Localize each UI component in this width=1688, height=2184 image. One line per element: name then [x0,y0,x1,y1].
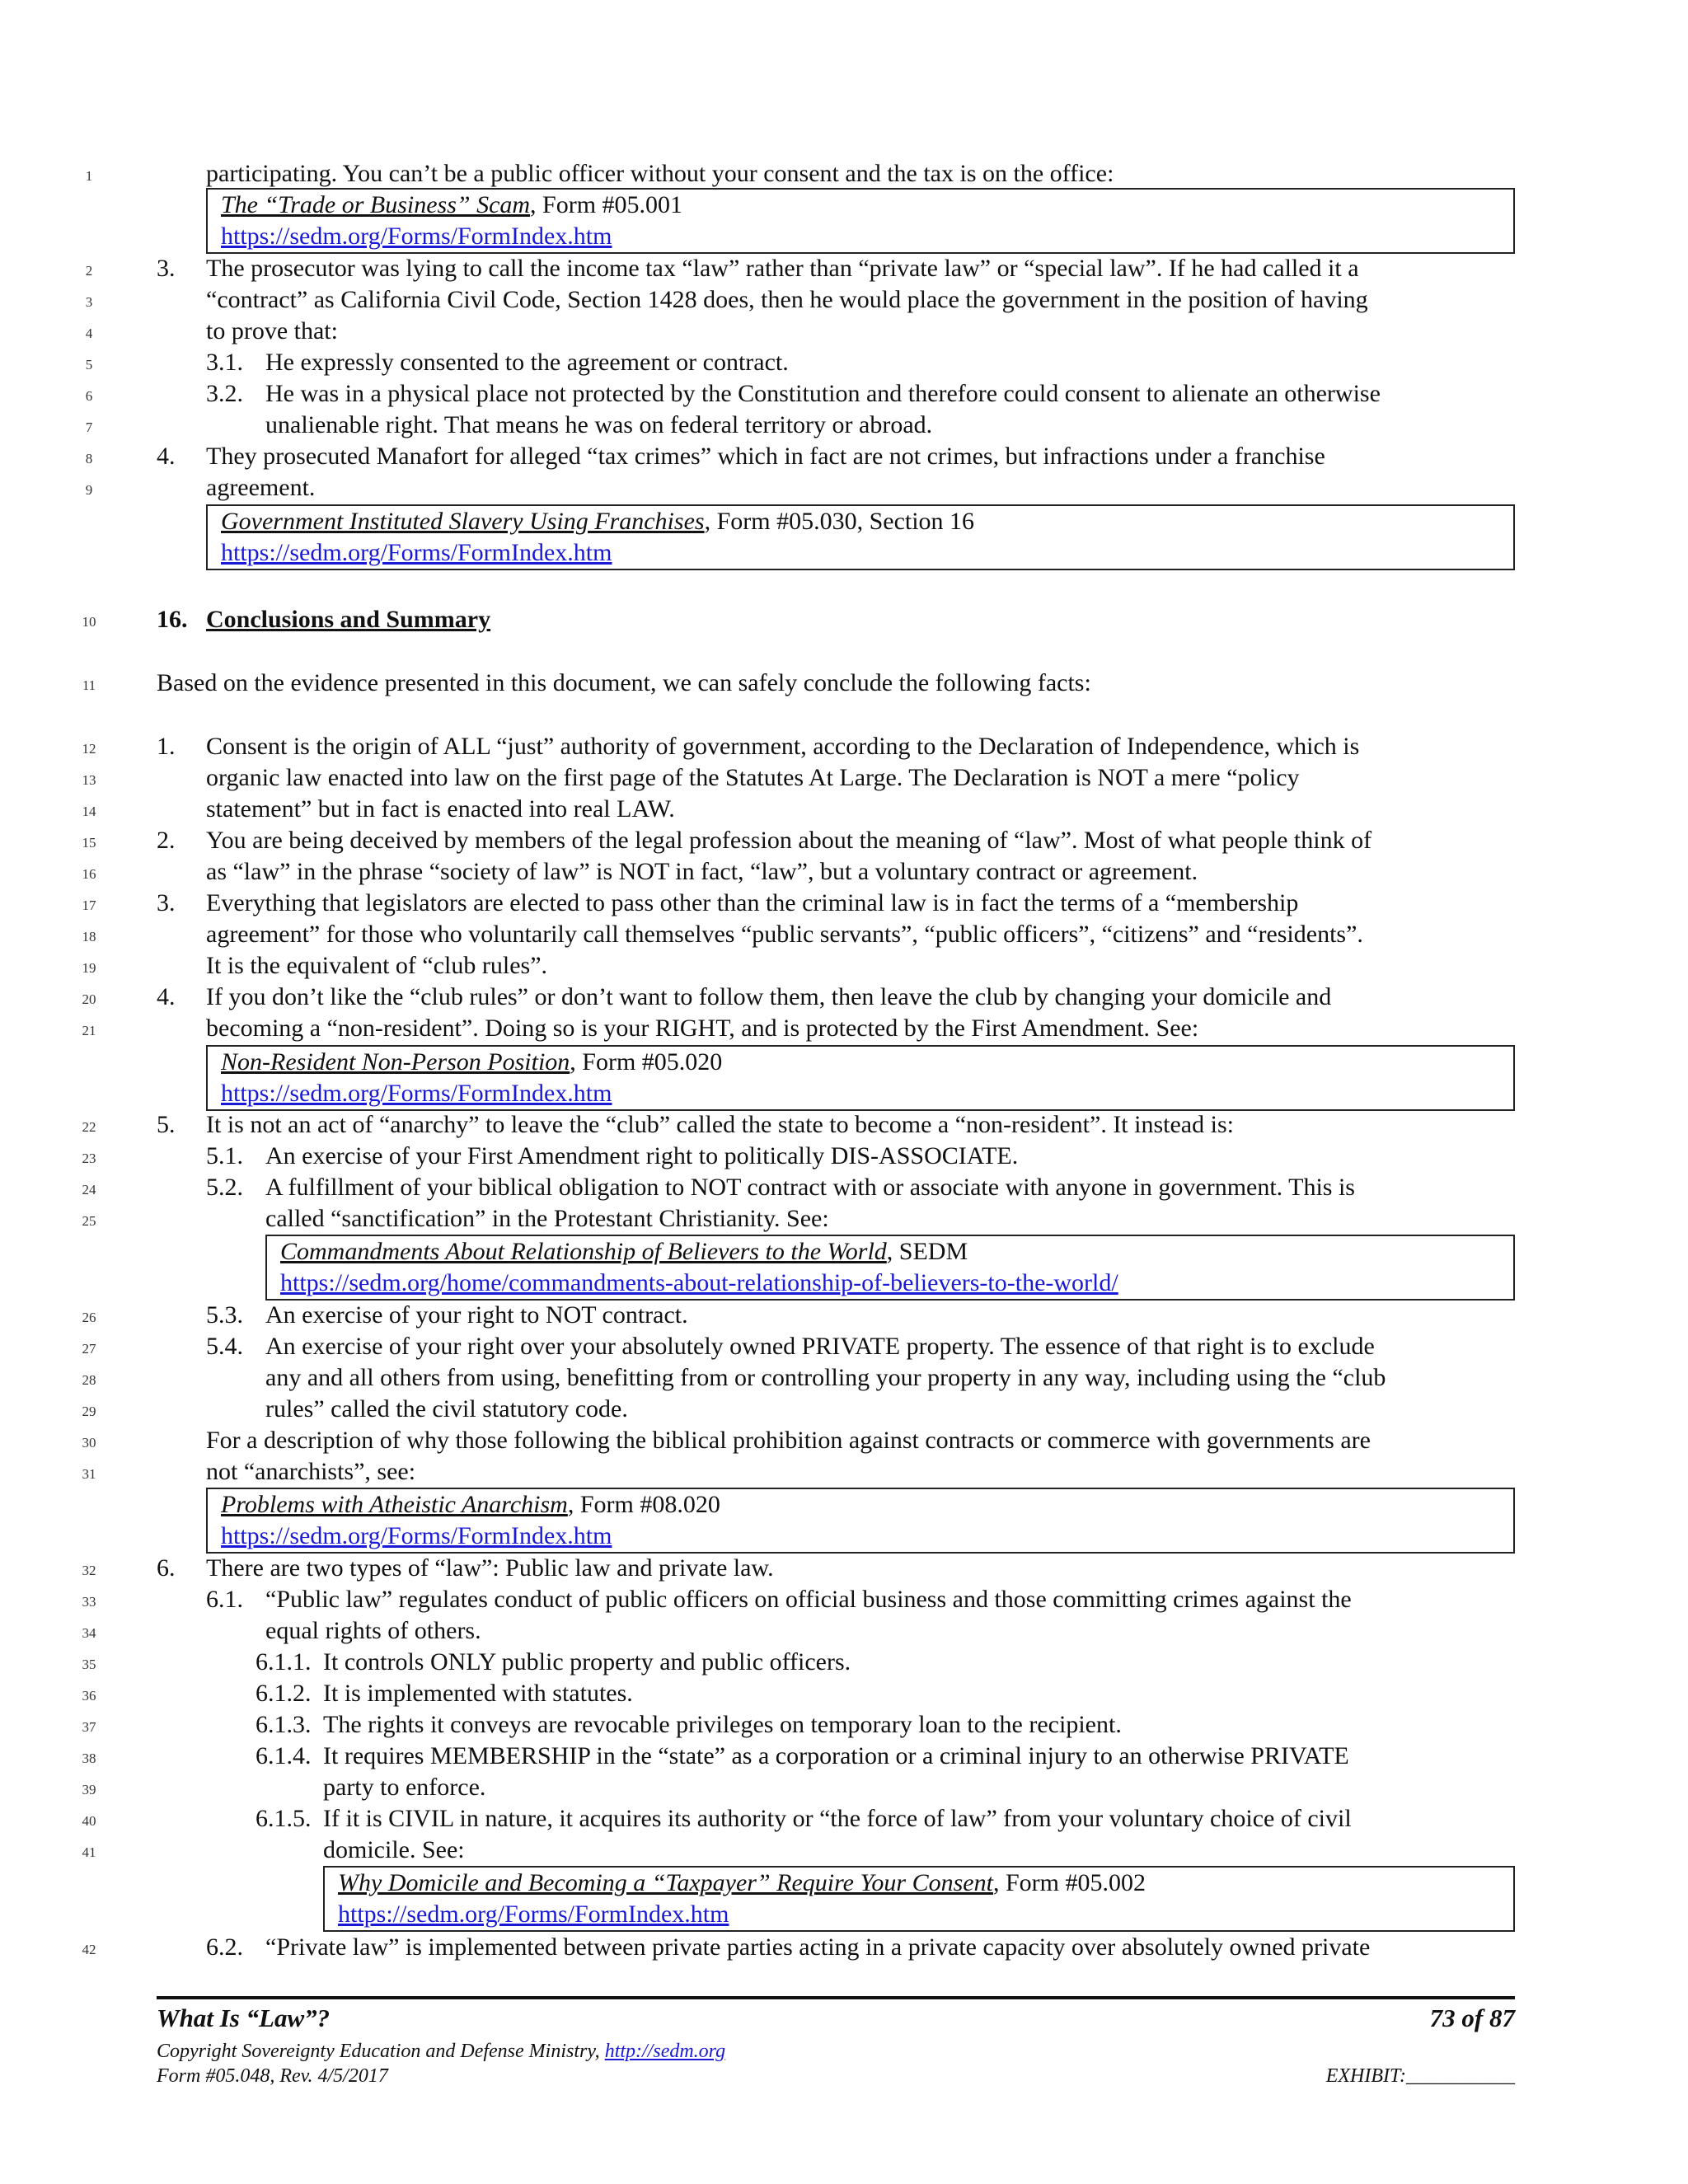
reference-form: , Form #08.020 [567,1491,720,1518]
line-number: 38 [82,1750,96,1766]
line-number: 33 [82,1594,96,1610]
line-number: 15 [82,835,96,851]
list-number: 5.4. [206,1333,243,1360]
line-number: 17 [82,898,96,913]
text-line [0,347,1688,378]
line-number: 31 [82,1466,96,1482]
line-text: If it is CIVIL in nature, it acquires its authority or “the force of law” from your voluntary choice of civil [323,1805,1352,1832]
line-text: participating. You can’t be a public officer without your consent and the tax is on the office: [206,160,1114,187]
reference-link[interactable]: https://sedm.org/home/commandments-about-relationship-of-believers-to-the-world/ [280,1269,1118,1296]
reference-form: , Form #05.002 [992,1869,1146,1896]
line-text: organic law enacted into law on the first page of the Statutes At Large. The Declaration is NOT a mere “policy [206,764,1300,791]
reference-form: , Form #05.001 [530,191,683,218]
list-number: 6.2. [206,1933,243,1961]
line-text: There are two types of “law”: Public law and private law. [206,1554,774,1582]
line-number: 2 [85,263,93,279]
text-line [0,919,1688,950]
line-text: “contract” as California Civil Code, Section 1428 does, then he would place the government in the position of having [206,286,1368,313]
line-text: He was in a physical place not protected by the Constitution and therefore could consent to alienate an otherwise [265,380,1381,407]
line-number: 4 [85,326,93,341]
text-line [0,472,1688,504]
line-text: It controls ONLY public property and public officers. [323,1648,851,1675]
footer-form-number: Form #05.048, Rev. 4/5/2017 [157,2065,388,2087]
line-number: 20 [82,991,96,1007]
reference-link[interactable]: https://sedm.org/Forms/FormIndex.htm [221,223,612,250]
list-number: 3.1. [206,349,243,376]
line-number: 12 [82,741,96,757]
text-line [0,441,1688,472]
line-text: called “sanctification” in the Protestant Christianity. See: [265,1205,829,1232]
text-line [0,856,1688,888]
line-number: 42 [82,1942,96,1957]
line-text: For a description of why those following the biblical prohibition against contracts or commerce with governments are [206,1427,1371,1454]
list-number: 3.2. [206,380,243,407]
line-number: 14 [82,804,96,819]
line-text: They prosecuted Manafort for alleged “tax crimes” which in fact are not crimes, but infractions under a franchise [206,443,1325,470]
line-text: as “law” in the phrase “society of law” is NOT in fact, “law”, but a voluntary contract or agreement. [206,858,1198,885]
line-number: 23 [82,1151,96,1166]
reference-box [323,1866,1515,1932]
text-line [0,1584,1688,1615]
line-number: 8 [85,451,93,466]
line-number: 7 [85,419,93,435]
line-number: 34 [82,1625,96,1641]
reference-link[interactable]: https://sedm.org/Forms/FormIndex.htm [338,1900,729,1928]
text-line [0,794,1688,825]
reference-title: The “Trade or Business” Scam [221,191,531,218]
line-number: 3 [85,294,93,310]
line-text: Based on the evidence presented in this document, we can safely conclude the following facts: [157,669,1091,696]
line-number: 22 [82,1119,96,1135]
footer-exhibit: EXHIBIT:___________ [1325,2065,1515,2087]
footer-page-number: 73 of 87 [1429,2004,1515,2032]
list-number: 2. [157,827,176,854]
list-number: 5.3. [206,1301,243,1329]
line-text: “Public law” regulates conduct of public officers on official business and those committing crimes against the [265,1586,1352,1613]
text-line [0,1300,1688,1331]
line-text: party to enforce. [323,1774,486,1801]
text-line [0,1109,1688,1141]
text-line [0,668,1688,699]
text-line [0,1835,1688,1866]
list-number: 5.1. [206,1142,243,1169]
reference-box [265,1235,1515,1301]
line-text: domicile. See: [323,1836,465,1863]
text-line [0,378,1688,410]
line-number: 40 [82,1813,96,1829]
line-number: 30 [82,1435,96,1451]
line-text: statement” but in fact is enacted into real LAW. [206,795,675,823]
line-text: It is implemented with statutes. [323,1680,633,1707]
list-number: 5. [157,1111,176,1138]
line-number: 21 [82,1023,96,1038]
text-line [0,1803,1688,1835]
list-number: 6. [157,1554,176,1582]
reference-form: , Form #05.030, Section 16 [704,508,975,535]
line-number: 36 [82,1688,96,1704]
text-line [0,1331,1688,1362]
list-number: 4. [157,983,176,1010]
text-line [0,762,1688,794]
line-text: any and all others from using, benefitting from or controlling your property in any way, including using the “club [265,1364,1386,1391]
line-text: rules” called the civil statutory code. [265,1395,628,1422]
list-number: 6.1.3. [256,1711,312,1738]
text-line [0,1615,1688,1647]
reference-box [206,188,1515,254]
line-number: 9 [85,482,93,498]
line-number: 10 [82,614,96,630]
reference-title: Problems with Atheistic Anarchism [221,1491,568,1518]
text-line [0,1203,1688,1235]
text-line [0,1932,1688,1963]
line-number: 32 [82,1563,96,1578]
reference-box [206,1488,1515,1554]
line-number: 35 [82,1657,96,1672]
line-text: Everything that legislators are elected to pass other than the criminal law is in fact the terms of a “membership [206,889,1299,916]
text-line [0,1172,1688,1203]
text-line [0,253,1688,284]
line-text: The prosecutor was lying to call the income tax “law” rather than “private law” or “special law”. If he had called it a [206,255,1359,282]
text-line [0,1394,1688,1425]
line-text: He expressly consented to the agreement or contract. [265,349,789,376]
reference-title: Non-Resident Non-Person Position [221,1048,570,1076]
line-text: A fulfillment of your biblical obligation to NOT contract with or associate with anyone in government. This is [265,1174,1355,1201]
line-text: The rights it conveys are revocable privileges on temporary loan to the recipient. [323,1711,1122,1738]
text-line [0,1425,1688,1456]
text-line [0,410,1688,441]
section-heading [0,604,1688,635]
line-text: not “anarchists”, see: [206,1458,416,1485]
line-number: 39 [82,1782,96,1797]
text-line [0,1678,1688,1709]
footer-rule [157,1996,1515,1999]
text-line [0,731,1688,762]
reference-link[interactable]: https://sedm.org/Forms/FormIndex.htm [221,1080,612,1107]
reference-title: Commandments About Relationship of Believers to the World [280,1238,887,1265]
reference-title: Why Domicile and Becoming a “Taxpayer” Require Your Consent [338,1869,993,1896]
list-number: 1. [157,733,176,760]
line-text: It is the equivalent of “club rules”. [206,952,548,979]
copyright-text: Copyright Sovereignty Education and Defense Ministry, [157,2041,605,2062]
line-number: 41 [82,1844,96,1860]
list-number: 6.1.5. [256,1805,312,1832]
line-number: 5 [85,357,93,373]
line-text: “Private law” is implemented between private parties acting in a private capacity over absolutely owned private [265,1933,1371,1961]
text-line [0,1456,1688,1488]
line-text: An exercise of your right over your absolutely owned PRIVATE property. The essence of that right is to exclude [265,1333,1375,1360]
text-line [0,158,1688,190]
reference-form: , Form #05.020 [570,1048,723,1076]
text-line [0,1772,1688,1803]
line-text: Consent is the origin of ALL “just” authority of government, according to the Declaration of Independence, which is [206,733,1360,760]
text-line [0,1553,1688,1584]
line-text: agreement. [206,474,316,501]
list-number: 4. [157,443,176,470]
text-line [0,1013,1688,1044]
line-number: 25 [82,1213,96,1229]
line-text: You are being deceived by members of the legal profession about the meaning of “law”. Most of what people think of [206,827,1372,854]
line-text: equal rights of others. [265,1617,481,1644]
line-number: 29 [82,1404,96,1419]
text-line [0,982,1688,1013]
line-number: 24 [82,1182,96,1197]
reference-title: Government Instituted Slavery Using Franchises [221,508,705,535]
line-number: 19 [82,960,96,976]
line-number: 27 [82,1341,96,1357]
section-title: Conclusions and Summary [206,606,491,633]
list-number: 6.1.2. [256,1680,312,1707]
text-line [0,1647,1688,1678]
reference-box [206,1045,1515,1111]
line-text: becoming a “non-resident”. Doing so is your RIGHT, and is protected by the First Amendment. See: [206,1015,1199,1042]
line-number: 37 [82,1719,96,1735]
text-line [0,316,1688,347]
line-number: 16 [82,866,96,882]
list-number: 3. [157,255,176,282]
line-number: 28 [82,1372,96,1388]
text-line [0,950,1688,982]
line-text: An exercise of your right to NOT contract. [265,1301,688,1329]
section-number: 16. [157,606,188,633]
list-number: 3. [157,889,176,916]
copyright-link[interactable]: http://sedm.org [604,2041,726,2062]
line-number: 13 [82,772,96,788]
footer-copyright [157,2039,725,2064]
text-line [0,888,1688,919]
list-number: 6.1.1. [256,1648,312,1675]
reference-link[interactable]: https://sedm.org/Forms/FormIndex.htm [221,539,612,566]
reference-link[interactable]: https://sedm.org/Forms/FormIndex.htm [221,1522,612,1549]
line-number: 26 [82,1310,96,1325]
text-line [0,1741,1688,1772]
line-text: agreement” for those who voluntarily call themselves “public servants”, “public officers”, “citizens” and “residents”. [206,921,1363,948]
line-text: unalienable right. That means he was on federal territory or abroad. [265,411,933,438]
line-number: 6 [85,388,93,404]
line-text: If you don’t like the “club rules” or don’t want to follow them, then leave the club by changing your domicile and [206,983,1332,1010]
list-number: 5.2. [206,1174,243,1201]
footer-doc-title: What Is “Law”? [157,2004,331,2032]
reference-form: , SEDM [886,1238,968,1265]
line-text: It requires MEMBERSHIP in the “state” as a corporation or a criminal injury to an otherwise PRIVATE [323,1742,1349,1769]
text-line [0,825,1688,856]
text-line [0,1709,1688,1741]
line-text: An exercise of your First Amendment right to politically DIS-ASSOCIATE. [265,1142,1019,1169]
text-line [0,284,1688,316]
line-number: 11 [82,677,96,693]
text-line [0,1362,1688,1394]
line-text: It is not an act of “anarchy” to leave the “club” called the state to become a “non-resident”. It instead is: [206,1111,1234,1138]
text-line [0,1141,1688,1172]
list-number: 6.1.4. [256,1742,312,1769]
list-number: 6.1. [206,1586,243,1613]
line-text: to prove that: [206,317,338,344]
line-number: 18 [82,929,96,944]
reference-box [206,504,1515,570]
line-number: 1 [85,168,93,184]
